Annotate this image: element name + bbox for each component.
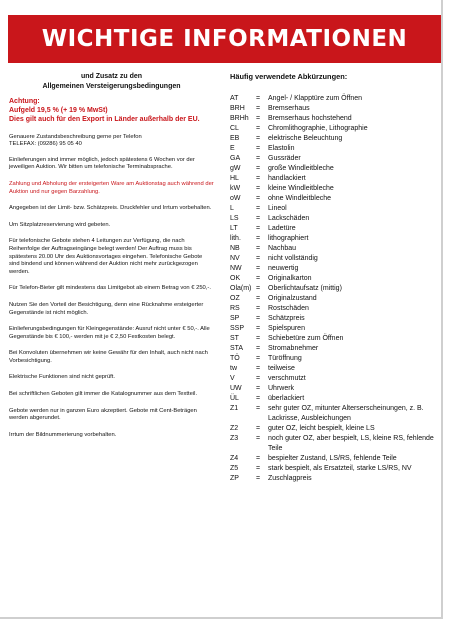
abbreviation-code: lith. bbox=[230, 235, 241, 242]
equals-sign: = bbox=[256, 335, 261, 342]
abbreviation-meaning: ohne Windleitbleche bbox=[268, 195, 332, 202]
equals-sign: = bbox=[256, 195, 261, 202]
equals-sign: = bbox=[256, 465, 261, 472]
abbreviation-meaning: Bremserhaus hochstehend bbox=[268, 115, 352, 122]
abbreviation-code: LS bbox=[230, 215, 239, 222]
equals-sign: = bbox=[256, 265, 261, 272]
left-column bbox=[9, 72, 214, 439]
abbreviation-code: V bbox=[230, 375, 235, 382]
abbreviation-code: NB bbox=[230, 245, 240, 252]
abbreviation-code: Z2 bbox=[230, 425, 239, 432]
abbreviation-row bbox=[230, 474, 440, 484]
equals-sign: = bbox=[256, 255, 261, 262]
equals-sign: = bbox=[256, 365, 261, 372]
abbreviation-row bbox=[230, 134, 440, 144]
abbreviation-row bbox=[230, 424, 440, 434]
abbreviation-meaning: Elastolin bbox=[268, 145, 295, 152]
abbreviation-meaning: große Windleitbleche bbox=[268, 165, 334, 172]
equals-sign: = bbox=[256, 235, 261, 242]
abbreviation-row bbox=[230, 344, 440, 354]
abbreviation-row bbox=[230, 94, 440, 104]
banner-title: WICHTIGE INFORMATIONEN bbox=[8, 15, 441, 63]
abbreviation-row bbox=[230, 454, 440, 464]
conditions-subheading bbox=[9, 72, 214, 91]
equals-sign: = bbox=[256, 225, 261, 232]
subheading-line-1: und Zusatz zu den bbox=[80, 73, 143, 80]
abbreviation-row bbox=[230, 304, 440, 314]
abbreviation-meaning: Gussräder bbox=[268, 155, 301, 162]
abbreviation-row bbox=[230, 224, 440, 234]
abbreviation-row bbox=[230, 464, 440, 474]
abbreviation-meaning: Ladetüre bbox=[268, 225, 296, 232]
equals-sign: = bbox=[256, 315, 261, 322]
abbreviation-meaning: noch guter OZ, aber bespielt, LS, kleine RS, fehlende Teile bbox=[268, 435, 434, 452]
abbreviation-row bbox=[230, 284, 440, 294]
abbreviation-row bbox=[230, 244, 440, 254]
abbreviation-code: oW bbox=[230, 195, 241, 202]
abbreviation-meaning: sehr guter OZ, mitunter Alterserscheinungen, z. B. Lackrisse, Ausbleichungen bbox=[268, 405, 424, 422]
abbreviation-row bbox=[230, 334, 440, 344]
abbreviation-code: Ola(m) bbox=[230, 285, 252, 292]
abbreviation-row bbox=[230, 114, 440, 124]
equals-sign: = bbox=[256, 165, 261, 172]
abbreviation-code: NV bbox=[230, 255, 240, 262]
equals-sign: = bbox=[256, 205, 261, 212]
abbreviation-code: OZ bbox=[230, 295, 240, 302]
abbreviation-meaning: Bremserhaus bbox=[268, 105, 310, 112]
info-paragraphs bbox=[9, 134, 214, 440]
attention-line: Dies gilt auch für den Export in Länder außerhalb der EU. bbox=[9, 116, 200, 124]
abbreviation-meaning: Schätzpreis bbox=[268, 315, 305, 322]
info-paragraph: Irrtum der Bildnummerierung vorbehalten. bbox=[9, 431, 117, 438]
abbreviation-row bbox=[230, 294, 440, 304]
abbreviation-meaning: elektrische Beleuchtung bbox=[268, 135, 343, 142]
attention-line: Achtung: bbox=[9, 98, 40, 105]
abbreviation-meaning: Originalkarton bbox=[268, 275, 312, 282]
abbreviation-meaning: stark bespielt, als Ersatzteil, starke LS/RS, NV bbox=[268, 465, 412, 472]
abbreviation-row bbox=[230, 124, 440, 134]
equals-sign: = bbox=[256, 115, 261, 122]
abbreviation-code: ST bbox=[230, 335, 239, 342]
abbreviation-meaning: bespielter Zustand, LS/RS, fehlende Teile bbox=[268, 455, 397, 462]
abbreviation-meaning: Lineol bbox=[268, 205, 287, 212]
equals-sign: = bbox=[256, 285, 261, 292]
abbreviation-row bbox=[230, 314, 440, 324]
abbreviation-row bbox=[230, 144, 440, 154]
abbreviation-row bbox=[230, 214, 440, 224]
abbreviation-code: BRHh bbox=[230, 115, 249, 122]
abbreviation-code: SSP bbox=[230, 325, 245, 332]
abbreviation-meaning: Originalzustand bbox=[268, 295, 317, 302]
info-paragraph: Bei schriftlichen Geboten gilt immer die Katalognummer aus dem Textteil. bbox=[9, 391, 198, 398]
abbreviation-meaning: Oberlichtaufsatz (mittig) bbox=[268, 285, 342, 292]
abbreviation-meaning: Rostschäden bbox=[268, 305, 309, 312]
info-paragraph: Elektrische Funktionen sind nicht geprüft. bbox=[9, 374, 116, 381]
attention-notice bbox=[9, 97, 214, 125]
abbreviation-meaning: Uhrwerk bbox=[268, 385, 295, 392]
equals-sign: = bbox=[256, 155, 261, 162]
abbreviation-code: ÜL bbox=[230, 395, 239, 402]
abbreviation-code: GA bbox=[230, 155, 241, 162]
info-paragraph: Gebote werden nur in ganzen Euro akzeptiert. Gebote mit Cent-Beträgen werden abgerundet. bbox=[9, 407, 197, 422]
subheading-line-2: Allgemeinen Versteigerungsbedingungen bbox=[42, 82, 181, 90]
equals-sign: = bbox=[256, 325, 261, 332]
abbreviation-code: NW bbox=[230, 265, 242, 272]
equals-sign: = bbox=[256, 425, 261, 432]
abbreviation-code: Z4 bbox=[230, 455, 239, 462]
abbreviation-code: gW bbox=[230, 165, 241, 172]
abbreviation-code: SP bbox=[230, 315, 240, 322]
info-paragraph: Zahlung und Abholung der ersteigerten Ware am Auktionstag auch während der Auktion und nur gegen Barzahlung. bbox=[9, 180, 214, 195]
info-paragraph: Einlieferungen sind immer möglich, jedoch spätestens 6 Wochen vor der jeweiligen Auktion. Wir bitten um telefonische Terminabsprache. bbox=[9, 156, 195, 171]
equals-sign: = bbox=[256, 95, 261, 102]
abbreviation-code: CL bbox=[230, 125, 239, 132]
abbreviations-list bbox=[230, 94, 440, 484]
abbreviation-code: ZP bbox=[230, 475, 239, 482]
info-paragraph: Einlieferungsbedingungen für Kleingegenstände: Ausruf nicht unter € 50,-. Alle Gegenstände bis € 100,- werden mit je € 2,50 Festkosten belegt. bbox=[9, 326, 210, 340]
abbreviation-row bbox=[230, 404, 440, 424]
abbreviation-code: TÖ bbox=[230, 355, 240, 362]
equals-sign: = bbox=[256, 405, 261, 412]
equals-sign: = bbox=[256, 355, 261, 362]
abbreviation-row bbox=[230, 274, 440, 284]
equals-sign: = bbox=[256, 395, 261, 402]
abbreviation-meaning: teilweise bbox=[268, 365, 295, 372]
info-paragraph: Angegeben ist der Limit- bzw. Schätzpreis. Druckfehler und Irrtum vorbehalten. bbox=[9, 205, 212, 212]
abbreviation-row bbox=[230, 364, 440, 374]
abbreviation-meaning: Schiebetüre zum Öffnen bbox=[268, 335, 344, 342]
equals-sign: = bbox=[256, 105, 261, 112]
abbreviation-row bbox=[230, 354, 440, 364]
right-column bbox=[230, 72, 440, 484]
equals-sign: = bbox=[256, 475, 261, 482]
abbreviation-meaning: Zuschlagpreis bbox=[268, 475, 312, 482]
abbreviation-meaning: Türöffnung bbox=[268, 355, 302, 362]
abbreviation-row bbox=[230, 174, 440, 184]
abbreviation-code: OK bbox=[230, 275, 241, 282]
abbreviation-row bbox=[230, 184, 440, 194]
abbreviation-meaning: handlackiert bbox=[268, 175, 306, 182]
abbreviation-code: EB bbox=[230, 135, 240, 142]
abbreviation-meaning: Lackschäden bbox=[268, 215, 310, 222]
abbreviation-meaning: Stromabnehmer bbox=[268, 345, 319, 352]
abbreviation-meaning: neuwertig bbox=[268, 265, 299, 272]
abbreviation-row bbox=[230, 394, 440, 404]
equals-sign: = bbox=[256, 245, 261, 252]
abbreviation-code: HL bbox=[230, 175, 239, 182]
equals-sign: = bbox=[256, 125, 261, 132]
info-paragraph: Bei Konvoluten übernehmen wir keine Gewähr für den Inhalt, auch nicht nach Vorbesichtigung. bbox=[9, 350, 208, 364]
abbreviation-meaning: guter OZ, leicht bespielt, kleine LS bbox=[268, 425, 375, 432]
info-paragraph: Für telefonische Gebote stehen 4 Leitungen zur Verfügung, die nach Reihenfolge der Auftragseingänge belegt werden! Der Auftrag muss bis spätestens 20.00 Uhr des Auktionsvortages eingehen. Telefonische Gebote sind bindend und können während der Auktion nicht mehr zurückgezogen werden. bbox=[9, 238, 203, 275]
equals-sign: = bbox=[256, 385, 261, 392]
abbreviation-row bbox=[230, 384, 440, 394]
abbreviation-code: STA bbox=[230, 345, 244, 352]
abbreviation-meaning: Chromlithographie, Lithographie bbox=[268, 125, 368, 132]
equals-sign: = bbox=[256, 135, 261, 142]
equals-sign: = bbox=[256, 345, 261, 352]
abbreviation-meaning: kleine Windleitbleche bbox=[268, 185, 334, 192]
abbreviation-row bbox=[230, 104, 440, 114]
abbreviation-code: UW bbox=[230, 385, 242, 392]
abbreviation-meaning: überlackiert bbox=[268, 395, 305, 402]
equals-sign: = bbox=[256, 275, 261, 282]
info-paragraph: Um Sitzplatzreservierung wird gebeten. bbox=[9, 221, 111, 228]
attention-line: Aufgeld 19,5 % (+ 19 % MwSt) bbox=[9, 107, 108, 115]
abbreviation-meaning: nicht vollständig bbox=[268, 255, 318, 262]
abbreviation-code: BRH bbox=[230, 105, 245, 112]
abbreviation-row bbox=[230, 154, 440, 164]
abbreviation-meaning: Nachbau bbox=[268, 245, 297, 252]
abbreviation-row bbox=[230, 434, 440, 454]
abbreviation-code: kW bbox=[230, 185, 241, 192]
abbreviation-meaning: verschmutzt bbox=[268, 375, 306, 382]
equals-sign: = bbox=[256, 455, 261, 462]
abbreviation-code: LT bbox=[230, 225, 238, 232]
abbreviation-code: Z3 bbox=[230, 435, 239, 442]
equals-sign: = bbox=[256, 435, 261, 442]
abbreviations-heading: Häufig verwendete Abkürzungen: bbox=[230, 72, 348, 81]
abbreviation-row bbox=[230, 374, 440, 384]
abbreviation-meaning: Spielspuren bbox=[268, 325, 305, 332]
info-paragraph: Nutzen Sie den Vorteil der Besichtigung, denn eine Rücknahme ersteigerter Gegenstände ist nicht möglich. bbox=[9, 301, 204, 316]
abbreviation-code: Z1 bbox=[230, 405, 239, 412]
abbreviation-code: AT bbox=[230, 95, 239, 102]
abbreviation-row bbox=[230, 264, 440, 274]
equals-sign: = bbox=[256, 305, 261, 312]
abbreviation-code: RS bbox=[230, 305, 240, 312]
equals-sign: = bbox=[256, 295, 261, 302]
abbreviation-row bbox=[230, 164, 440, 174]
equals-sign: = bbox=[256, 375, 261, 382]
equals-sign: = bbox=[256, 175, 261, 182]
abbreviation-row bbox=[230, 254, 440, 264]
abbreviation-code: tw bbox=[230, 365, 237, 372]
equals-sign: = bbox=[256, 215, 261, 222]
info-paragraph: Genauere Zustandsbeschreibung gerne per Telefon TELEFAX: (09286) 95 05 40 bbox=[9, 133, 142, 148]
abbreviation-row bbox=[230, 194, 440, 204]
abbreviation-row bbox=[230, 234, 440, 244]
info-paragraph: Für Telefon-Bieter gilt mindestens das Limitgebot ab einem Betrag von € 250,-. bbox=[9, 285, 211, 292]
equals-sign: = bbox=[256, 145, 261, 152]
abbreviation-meaning: lithographiert bbox=[268, 235, 309, 242]
abbreviation-row bbox=[230, 324, 440, 334]
abbreviation-row bbox=[230, 204, 440, 214]
abbreviation-meaning: Angel- / Klapptüre zum Öffnen bbox=[268, 95, 363, 102]
abbreviation-code: E bbox=[230, 145, 235, 152]
abbreviation-code: Z5 bbox=[230, 465, 239, 472]
abbreviation-code: L bbox=[230, 205, 234, 212]
equals-sign: = bbox=[256, 185, 261, 192]
